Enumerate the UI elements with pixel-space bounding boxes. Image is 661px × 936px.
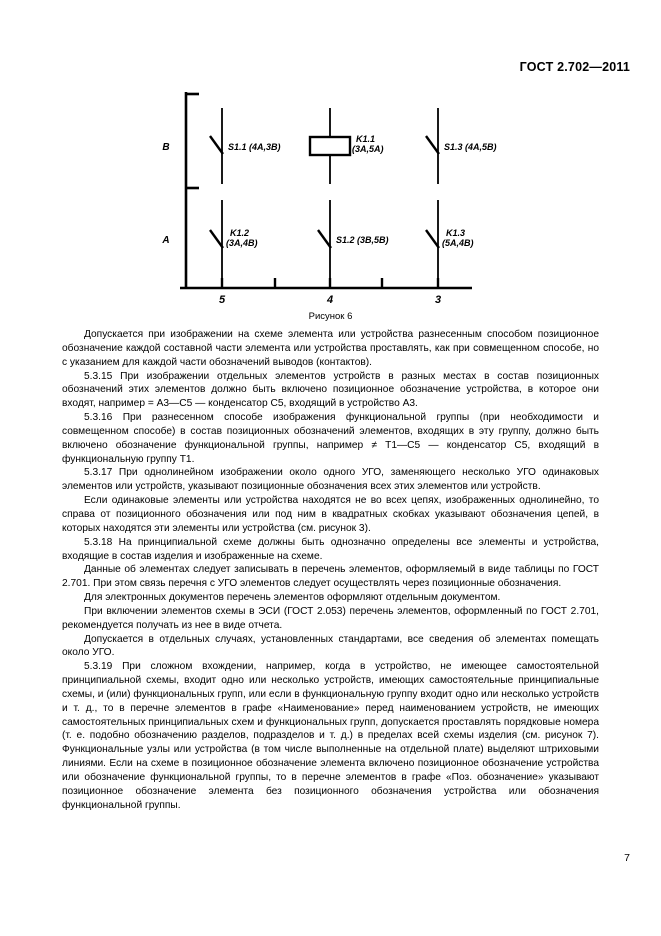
contact-blade-b1 (210, 136, 223, 154)
contact-blade-a1 (210, 230, 223, 248)
page-number: 7 (624, 852, 630, 864)
standard-header: ГОСТ 2.702—2011 (519, 60, 630, 74)
figure-row-label-a: A (162, 235, 170, 246)
contact-blade-a3 (426, 230, 439, 248)
figure-column-label-3: 3 (434, 294, 442, 306)
figure-item-s1-1 (210, 108, 281, 184)
figure-item-s1-3 (426, 108, 497, 184)
paragraph: Допускается в отдельных случаях, установленных стандартами, все сведения об элементах помещать около УГО. (62, 633, 599, 659)
paragraph: При включении элементов схемы в ЭСИ (ГОСТ 2.053) перечень элементов, оформленный по ГОСТ 2.701, рекомендуется получать из нее в виде отчета. (62, 605, 599, 631)
paragraph: 5.3.19 При сложном вхождении, например, когда в устройство, не имеющее самостоятельной принципиальной схемы, входит одно или несколько устройств, имеющих самостоятельные принципиальные схемы, и (или) функциональных групп, или если в функциональную группу входит одно или несколько устройств и т. д., то в перечне элементов в графе «Наименование» перед наименованием устройств, не имеющих самостоятельных принципиальных схем и функциональных групп, допускается проставлять порядковые номера (т. е. подобно обозначению разделов, подразделов и т. д.) в пределах всей схемы изделия (см. рисунок 7). Функциональные узлы или устройства (в том числе выполненные на отдельной плате) выделяют штриховыми линиями. Если на схеме в позиционное обозначение элемента включено позиционное обозначение устройства или обозначение функциональной группы, то в перечне элементов в графе «Поз. обозначение» указывают позиционное обозначение элемента без позиционного обозначения устройства или обозначения функциональной группы. (62, 661, 599, 811)
figure-label-k1-1-name: K1.1 (356, 134, 376, 144)
paragraph: 5.3.15 При изображении отдельных элементов устройств в разных местах в состав позиционных обозначений этих элементов должно быть включено позиционное обозначение устройства, в которое они входят, например = A3—C5 — конденсатор C5, входящий в устройство A3. (62, 370, 599, 410)
figure-label-s1-2: S1.2 (3B,5B) (336, 235, 389, 245)
figure-label-k1-2-name: K1.2 (230, 228, 250, 238)
figure-item-k1-3 (426, 200, 474, 286)
contact-blade-b3 (426, 136, 439, 154)
relay-coil-box-k1-1 (310, 137, 350, 155)
figure-label-k1-1-pins: (3A,5A) (352, 144, 384, 154)
paragraph: Для электронных документов перечень элементов оформляют отдельным документом. (84, 592, 501, 604)
figure-item-k1-2 (210, 200, 258, 286)
figure-label-k1-2-pins: (3A,4B) (226, 238, 258, 248)
paragraph: Если одинаковые элементы или устройства находятся не во всех цепях, изображенных однолинейно, то справа от позиционного обозначения или под ним в квадратных скобках указывают обозначения цепей, в которых находятся эти элементы или устройства (см. рисунок 3). (62, 495, 599, 534)
figure-6-schematic (150, 88, 510, 320)
figure-row-label-b: B (162, 142, 170, 153)
figure-column-label-5: 5 (218, 294, 226, 306)
paragraph: 5.3.18 На принципиальной схеме должны быть однозначно определены все элементы и устройства, входящие в состав изделия и изображенные на схеме. (62, 536, 599, 562)
paragraph: Допускается при изображении на схеме элемента или устройства разнесенным способом позиционное обозначение каждой составной части элемента или устройства проставлять, как при совмещенном способе, но с указанием для каждой части обозначений выводов (контактов). (62, 329, 599, 368)
figure-item-s1-2 (318, 200, 389, 286)
figure-label-s1-3: S1.3 (4A,5B) (444, 142, 497, 152)
figure-column-label-4: 4 (326, 294, 334, 306)
figure-label-k1-3-name: K1.3 (446, 228, 466, 238)
paragraph: 5.3.16 При разнесенном способе изображения функциональной группы (при необходимости и совмещенном способе) в состав позиционных обозначений элементов, входящих в эту группу, должно быть включено обозначение функциональной группы, например ≠ T1—C5 — конденсатор C5, входящий в функциональную группу T1. (62, 412, 599, 465)
body-text-column (62, 328, 599, 813)
figure-caption: Рисунок 6 (308, 311, 353, 322)
figure-label-s1-1: S1.1 (4A,3B) (228, 142, 281, 152)
figure-6 (0, 88, 661, 320)
paragraph: Данные об элементах следует записывать в перечень элементов, оформляемый в виде таблицы по ГОСТ 2.701. При этом связь перечня с УГО элементов следует осуществлять через позиционные обозначения. (62, 564, 599, 590)
figure-label-k1-3-pins: (5A,4B) (442, 238, 474, 248)
paragraph: 5.3.17 При однолинейном изображении около одного УГО, заменяющего несколько УГО одинаковых элементов или устройств, указывают позиционные обозначения всех этих элементов или устройств. (62, 467, 599, 493)
contact-blade-a2 (318, 230, 331, 248)
figure-item-k1-1 (310, 108, 384, 184)
